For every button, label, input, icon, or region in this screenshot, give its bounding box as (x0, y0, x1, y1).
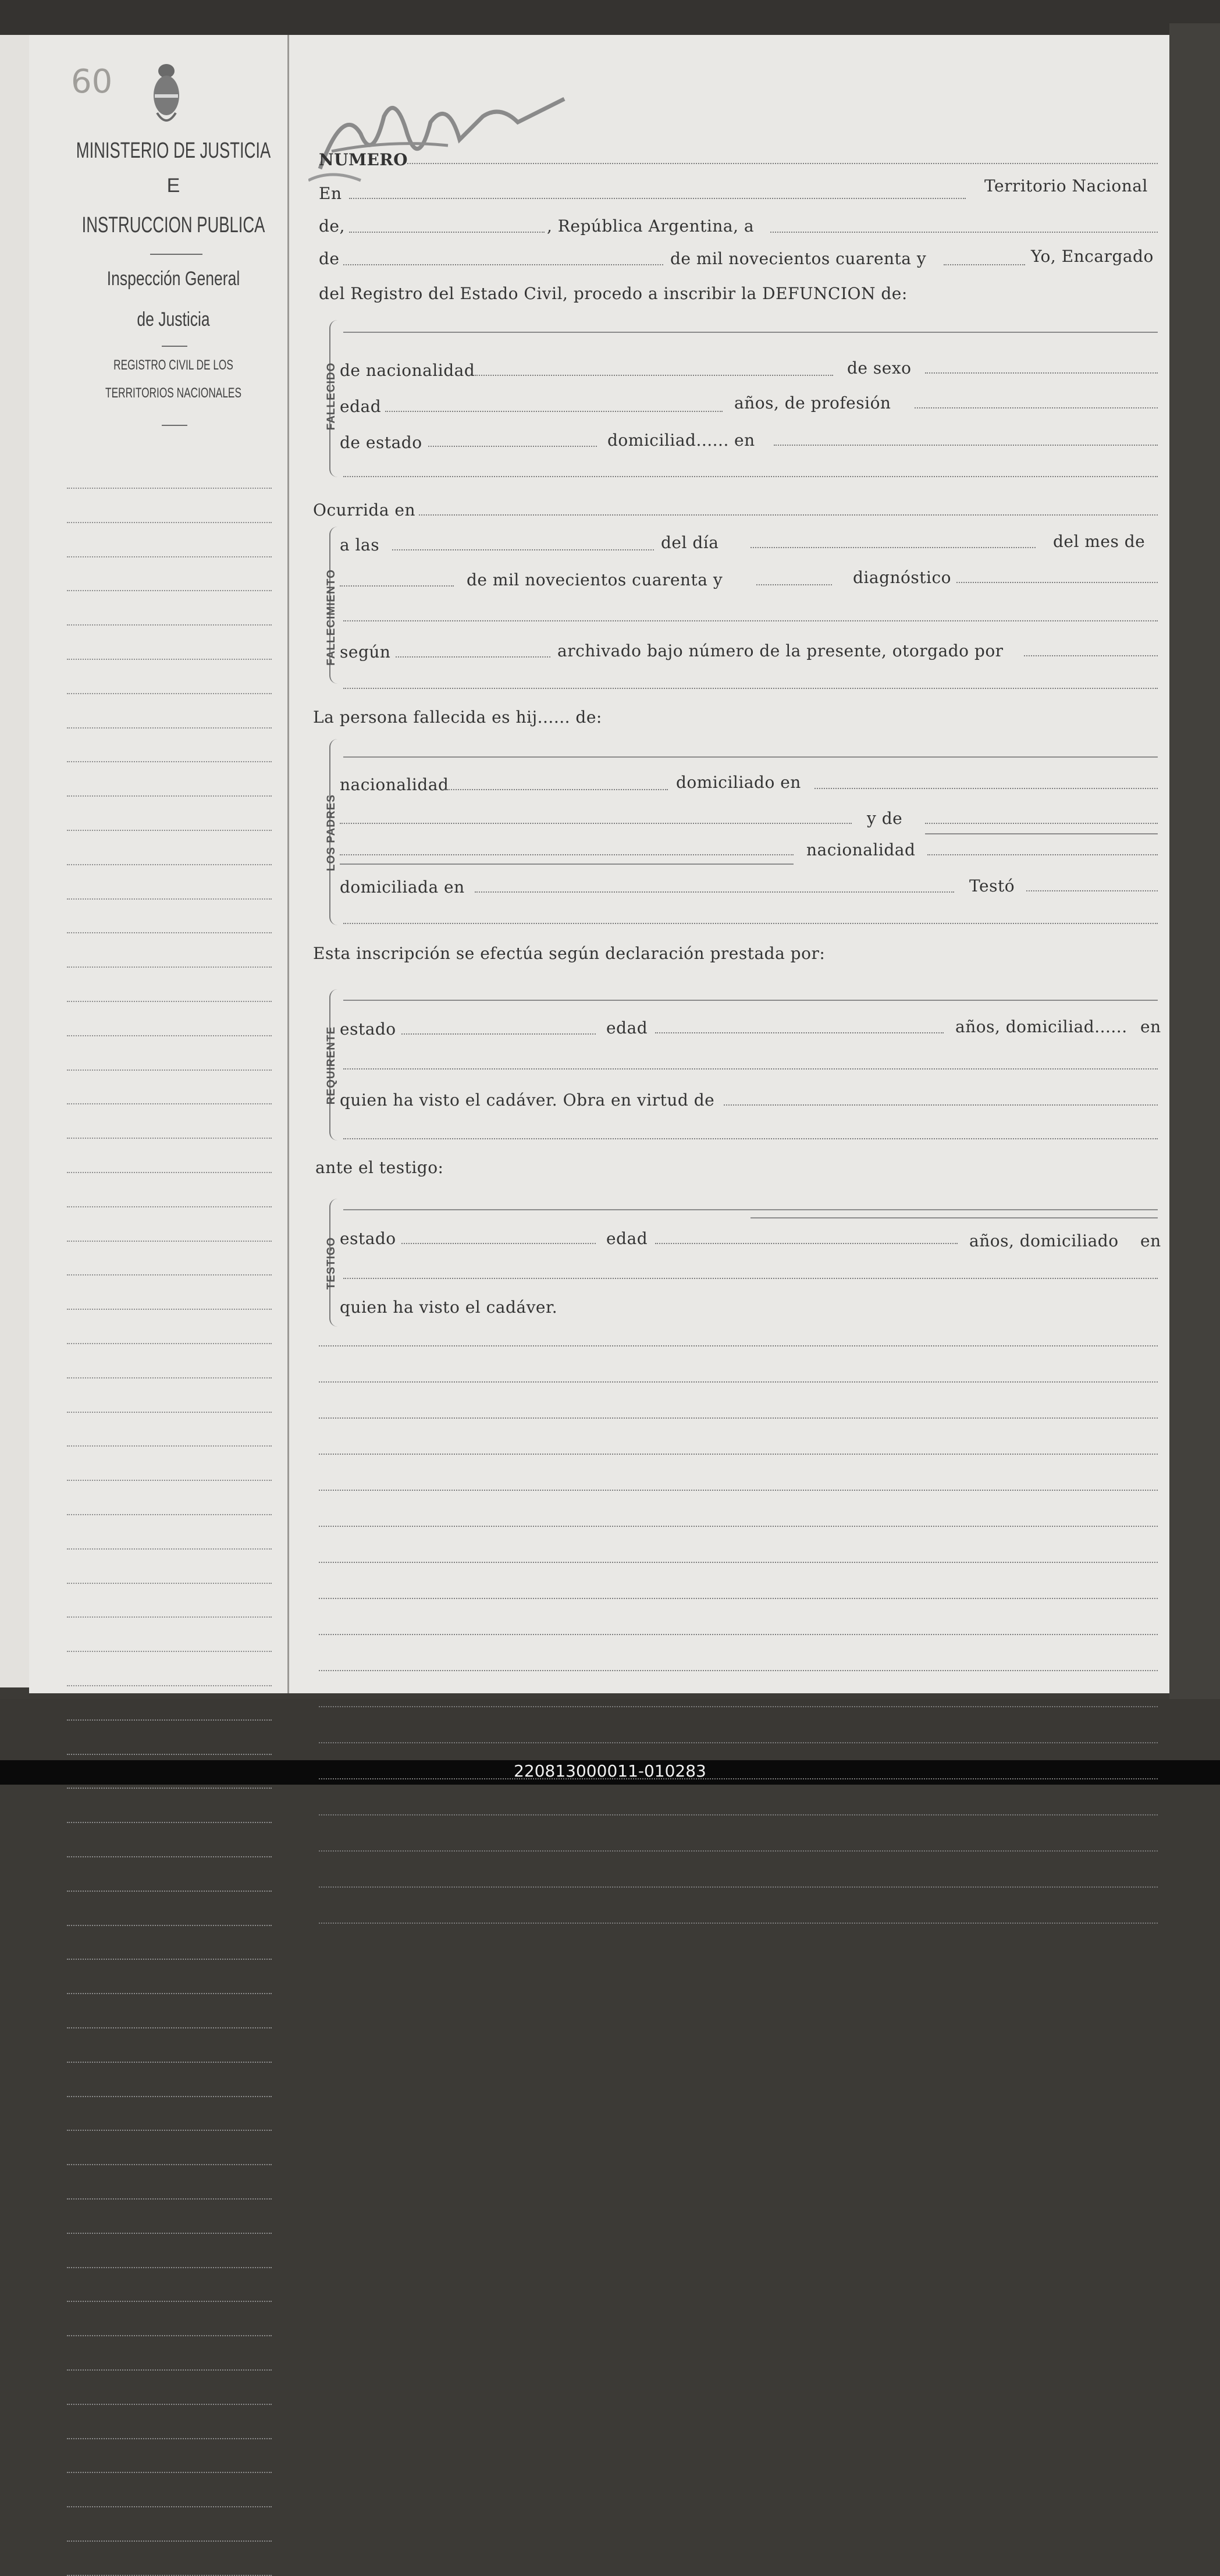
testigo-en-label: en (1140, 1231, 1161, 1250)
observation-line[interactable] (319, 1670, 1158, 1671)
madre-nacionalidad-label: nacionalidad (806, 840, 916, 859)
margin-note-line[interactable] (67, 2438, 272, 2439)
dia-line[interactable] (751, 547, 1036, 548)
requirente-en-label: en (1140, 1017, 1161, 1036)
observation-line[interactable] (319, 1345, 1158, 1346)
diagnostico-label: diagnóstico (853, 568, 952, 587)
column-divider (287, 35, 289, 1693)
margin-note-line[interactable] (67, 488, 272, 489)
requirente-name-line[interactable] (343, 1000, 1158, 1001)
padre-nacionalidad-label: nacionalidad (340, 775, 449, 794)
madre-name-line-2[interactable] (925, 833, 1158, 834)
territorio-label: Territorio Nacional (984, 176, 1148, 196)
republica-label: , República Argentina, a (547, 216, 755, 236)
margin-note-line[interactable] (67, 1377, 272, 1378)
ocurrida-label: Ocurrida en (313, 500, 416, 520)
inspection-line-1: Inspección General (106, 268, 240, 290)
margin-note-line[interactable] (67, 1754, 272, 1755)
ocurrida-line[interactable] (419, 514, 1158, 516)
testigo-intro-label: ante el testigo: (315, 1158, 444, 1177)
madre-name-line-3[interactable] (340, 854, 794, 855)
numero-label: NUMERO (319, 150, 408, 169)
ministry-line-1: MINISTERIO DE JUSTICIA (76, 138, 271, 163)
padre-nacionalidad-line[interactable] (444, 789, 668, 790)
margin-note-line[interactable] (67, 1241, 272, 1242)
en-line[interactable] (349, 198, 966, 199)
requirente-visto-label: quien ha visto el cadáver. Obra en virtud de (340, 1090, 715, 1110)
margin-note-line[interactable] (67, 1822, 272, 1823)
margin-note-line[interactable] (67, 1343, 272, 1344)
margin-note-line[interactable] (67, 693, 272, 694)
observation-line[interactable] (319, 1381, 1158, 1383)
padre-domicilio-line[interactable] (814, 788, 1158, 789)
padre-name-line[interactable] (343, 756, 1158, 758)
otorgado-line[interactable] (1024, 655, 1158, 656)
margin-note-line[interactable] (67, 967, 272, 968)
margin-note-line[interactable] (67, 2335, 272, 2336)
margin-note-line[interactable] (67, 2472, 272, 2473)
fallecido-name-line[interactable] (343, 332, 1158, 333)
padre-domicilio-line-2[interactable] (340, 823, 852, 824)
observation-line[interactable] (319, 1526, 1158, 1527)
testo-label: Testó (969, 876, 1015, 896)
divider (162, 346, 187, 347)
margin-note-line[interactable] (67, 1925, 272, 1926)
observation-line[interactable] (319, 1454, 1158, 1455)
observation-line[interactable] (319, 1598, 1158, 1599)
margin-note-line[interactable] (67, 2164, 272, 2165)
fallecido-side-label: FALLECIDO (325, 362, 337, 431)
margin-note-line[interactable] (67, 932, 272, 933)
madre-nacionalidad-line[interactable] (927, 854, 1158, 855)
testo-line[interactable] (1026, 890, 1158, 891)
domicilio-line[interactable] (774, 445, 1158, 446)
observation-line[interactable] (319, 1706, 1158, 1707)
delmes-label: del mes de (1053, 532, 1146, 551)
yde-label: y de (867, 809, 903, 828)
registry-line-1: REGISTRO CIVIL DE LOS (113, 357, 233, 373)
observation-line[interactable] (319, 1742, 1158, 1743)
margin-note-line[interactable] (67, 1412, 272, 1413)
margin-note-line[interactable] (67, 1788, 272, 1789)
en-fallecido-label: en (734, 431, 755, 450)
margin-note-line[interactable] (67, 1651, 272, 1652)
requirente-domicilio-line[interactable] (343, 1068, 1158, 1070)
margin-note-line[interactable] (67, 1206, 272, 1207)
margin-note-line[interactable] (67, 1480, 272, 1481)
margin-note-line[interactable] (67, 659, 272, 660)
margin-note-line[interactable] (67, 1172, 272, 1173)
registro-label: del Registro del Estado Civil, procedo a inscribir la DEFUNCION de: (319, 284, 908, 303)
sexo-label: de sexo (847, 358, 912, 378)
margin-note-line[interactable] (67, 1070, 272, 1071)
de-line[interactable] (349, 232, 545, 233)
requirente-virtud-line[interactable] (724, 1104, 1158, 1106)
margin-note-line[interactable] (67, 624, 272, 626)
divider (150, 254, 202, 255)
margin-note-line[interactable] (67, 1309, 272, 1310)
divider (162, 425, 187, 426)
observation-line[interactable] (319, 1886, 1158, 1888)
margin-note-line[interactable] (67, 2404, 272, 2405)
archivado-label: archivado bajo número de la presente, otorgado por (557, 641, 1004, 660)
testigo-domicilio-line[interactable] (343, 1278, 1158, 1279)
month-line[interactable] (343, 264, 663, 265)
requirente-intro-label: Esta inscripción se efectúa según declaración prestada por: (313, 944, 826, 963)
fallecimiento-side-label: FALLECIMIENTO (325, 569, 337, 666)
margin-note-line[interactable] (67, 1548, 272, 1550)
margin-note-line[interactable] (67, 1138, 272, 1139)
domicilio-line-2[interactable] (343, 476, 1158, 477)
diagnostico-line-2[interactable] (343, 620, 1158, 621)
segun-line[interactable] (396, 656, 550, 658)
nacionalidad-line[interactable] (475, 375, 833, 376)
margin-note-line[interactable] (67, 1993, 272, 1994)
sexo-line[interactable] (925, 372, 1158, 374)
observation-line[interactable] (319, 1417, 1158, 1419)
margin-note-line[interactable] (67, 2198, 272, 2200)
testigo-edad-line[interactable] (655, 1243, 958, 1244)
mes-line[interactable] (340, 585, 454, 587)
margin-note-line[interactable] (67, 1274, 272, 1275)
previous-page-edge (0, 35, 29, 1687)
margin-note-line[interactable] (67, 556, 272, 557)
margin-note-line[interactable] (67, 795, 272, 797)
deldia-label: del día (661, 533, 719, 552)
margin-note-line[interactable] (67, 1103, 272, 1104)
margin-note-line[interactable] (67, 864, 272, 865)
margin-note-line[interactable] (67, 2096, 272, 2097)
margin-note-line[interactable] (67, 727, 272, 729)
margin-note-line[interactable] (67, 2027, 272, 2028)
margin-note-line[interactable] (67, 1001, 272, 1002)
hora-line[interactable] (392, 549, 654, 550)
margin-note-line[interactable] (67, 2267, 272, 2268)
margin-note-line[interactable] (67, 1719, 272, 1721)
year-prefix-label: de mil novecientos cuarenta y (670, 249, 927, 268)
nacionalidad-label: de nacionalidad (340, 361, 475, 380)
requirente-edad-label: edad (606, 1018, 648, 1037)
padres-extra-line[interactable] (343, 923, 1158, 924)
testigo-edad-label: edad (606, 1229, 648, 1248)
otorgado-line-2[interactable] (343, 688, 1158, 689)
observation-line[interactable] (319, 1778, 1158, 1779)
de2-label: de (319, 249, 340, 268)
margin-note-line[interactable] (67, 2369, 272, 2371)
margin-note-line[interactable] (67, 1035, 272, 1036)
requirente-anos-label: años, domiciliad...... (955, 1017, 1127, 1036)
margin-note-line[interactable] (67, 2130, 272, 2131)
observation-line[interactable] (319, 1814, 1158, 1815)
margin-note-line[interactable] (67, 2506, 272, 2507)
margin-note-line[interactable] (67, 1856, 272, 1857)
padres-side-label: LOS PADRES (325, 794, 337, 872)
margin-note-line[interactable] (67, 761, 272, 762)
edad-line[interactable] (385, 411, 723, 412)
edad-label: edad (340, 397, 382, 416)
madre-domiciliada-label: domiciliada en (340, 877, 465, 897)
margin-note-line[interactable] (67, 1514, 272, 1515)
madre-name-rule (340, 864, 794, 865)
padre-domiciliado-label: domiciliado en (676, 773, 801, 792)
requirente-edad-line[interactable] (655, 1032, 944, 1033)
barcode-text: 220813000011-010283 (514, 1761, 706, 1781)
testigo-anos-label: años, domiciliado (969, 1231, 1119, 1250)
en-label: En (319, 184, 342, 203)
margin-note-line[interactable] (67, 1445, 272, 1447)
margin-note-line[interactable] (67, 1959, 272, 1960)
ministry-line-2: E (166, 175, 180, 197)
observation-line[interactable] (319, 1850, 1158, 1852)
profesion-label: años, de profesión (734, 393, 891, 413)
margin-note-line[interactable] (67, 1583, 272, 1584)
handwritten-signature (308, 81, 588, 186)
testigo-visto-label: quien ha visto el cadáver. (340, 1298, 558, 1317)
margin-note-line[interactable] (67, 830, 272, 831)
testigo-side-label: TESTIGO (325, 1237, 337, 1290)
margin-note-line[interactable] (67, 898, 272, 900)
hija-label: La persona fallecida es hij...... de: (313, 708, 602, 727)
margin-note-line[interactable] (67, 1891, 272, 1892)
observation-line[interactable] (319, 1562, 1158, 1563)
margin-note-line[interactable] (67, 2301, 272, 2302)
profesion-line[interactable] (915, 407, 1158, 408)
margin-note-line[interactable] (67, 1685, 272, 1686)
estado-line[interactable] (428, 446, 597, 447)
madre-domicilio-line[interactable] (475, 891, 954, 893)
margin-note-line[interactable] (67, 2575, 272, 2576)
domiciliad-label: domiciliad...... (607, 431, 729, 450)
requirente-side-label: REQUIRENTE (325, 1026, 337, 1105)
diagnostico-line[interactable] (956, 582, 1158, 583)
estado-label: de estado (340, 433, 422, 452)
de-label: de, (319, 216, 345, 236)
requirente-virtud-line-2[interactable] (343, 1138, 1158, 1139)
segun-label: según (340, 642, 391, 662)
observation-line[interactable] (319, 1923, 1158, 1924)
requirente-estado-line[interactable] (401, 1033, 596, 1035)
testigo-name-line[interactable] (343, 1209, 1158, 1210)
testigo-estado-line[interactable] (401, 1243, 596, 1244)
anio-prefix-label: de mil novecientos cuarenta y (467, 570, 723, 589)
coat-of-arms-icon (151, 59, 182, 129)
requirente-estado-label: estado (340, 1019, 396, 1039)
book-bottom-edge (0, 1699, 1220, 1760)
registry-line-2: TERRITORIOS NACIONALES (105, 385, 241, 401)
page-number: 60 (71, 63, 113, 101)
testigo-estado-label: estado (340, 1229, 396, 1248)
day-line[interactable] (770, 232, 1158, 233)
margin-note-line[interactable] (67, 522, 272, 523)
margin-note-line[interactable] (67, 590, 272, 591)
year-line[interactable] (944, 264, 1025, 265)
alas-label: a las (340, 535, 380, 555)
testigo-name-rule (751, 1217, 1158, 1218)
margin-note-line[interactable] (67, 2541, 272, 2542)
yo-encargado-label: Yo, Encargado (1031, 247, 1154, 266)
madre-name-line[interactable] (925, 823, 1158, 824)
ministry-line-3: INSTRUCCION PUBLICA (81, 213, 265, 237)
margin-note-line[interactable] (67, 2233, 272, 2234)
observation-line[interactable] (319, 1490, 1158, 1491)
margin-note-line[interactable] (67, 2062, 272, 2063)
margin-note-line[interactable] (67, 1616, 272, 1618)
numero-line[interactable] (407, 163, 1158, 164)
observation-line[interactable] (319, 1634, 1158, 1635)
inspection-line-2: de Justicia (137, 308, 210, 331)
anio-line[interactable] (756, 584, 832, 585)
book-cover-edge (1169, 23, 1220, 1699)
